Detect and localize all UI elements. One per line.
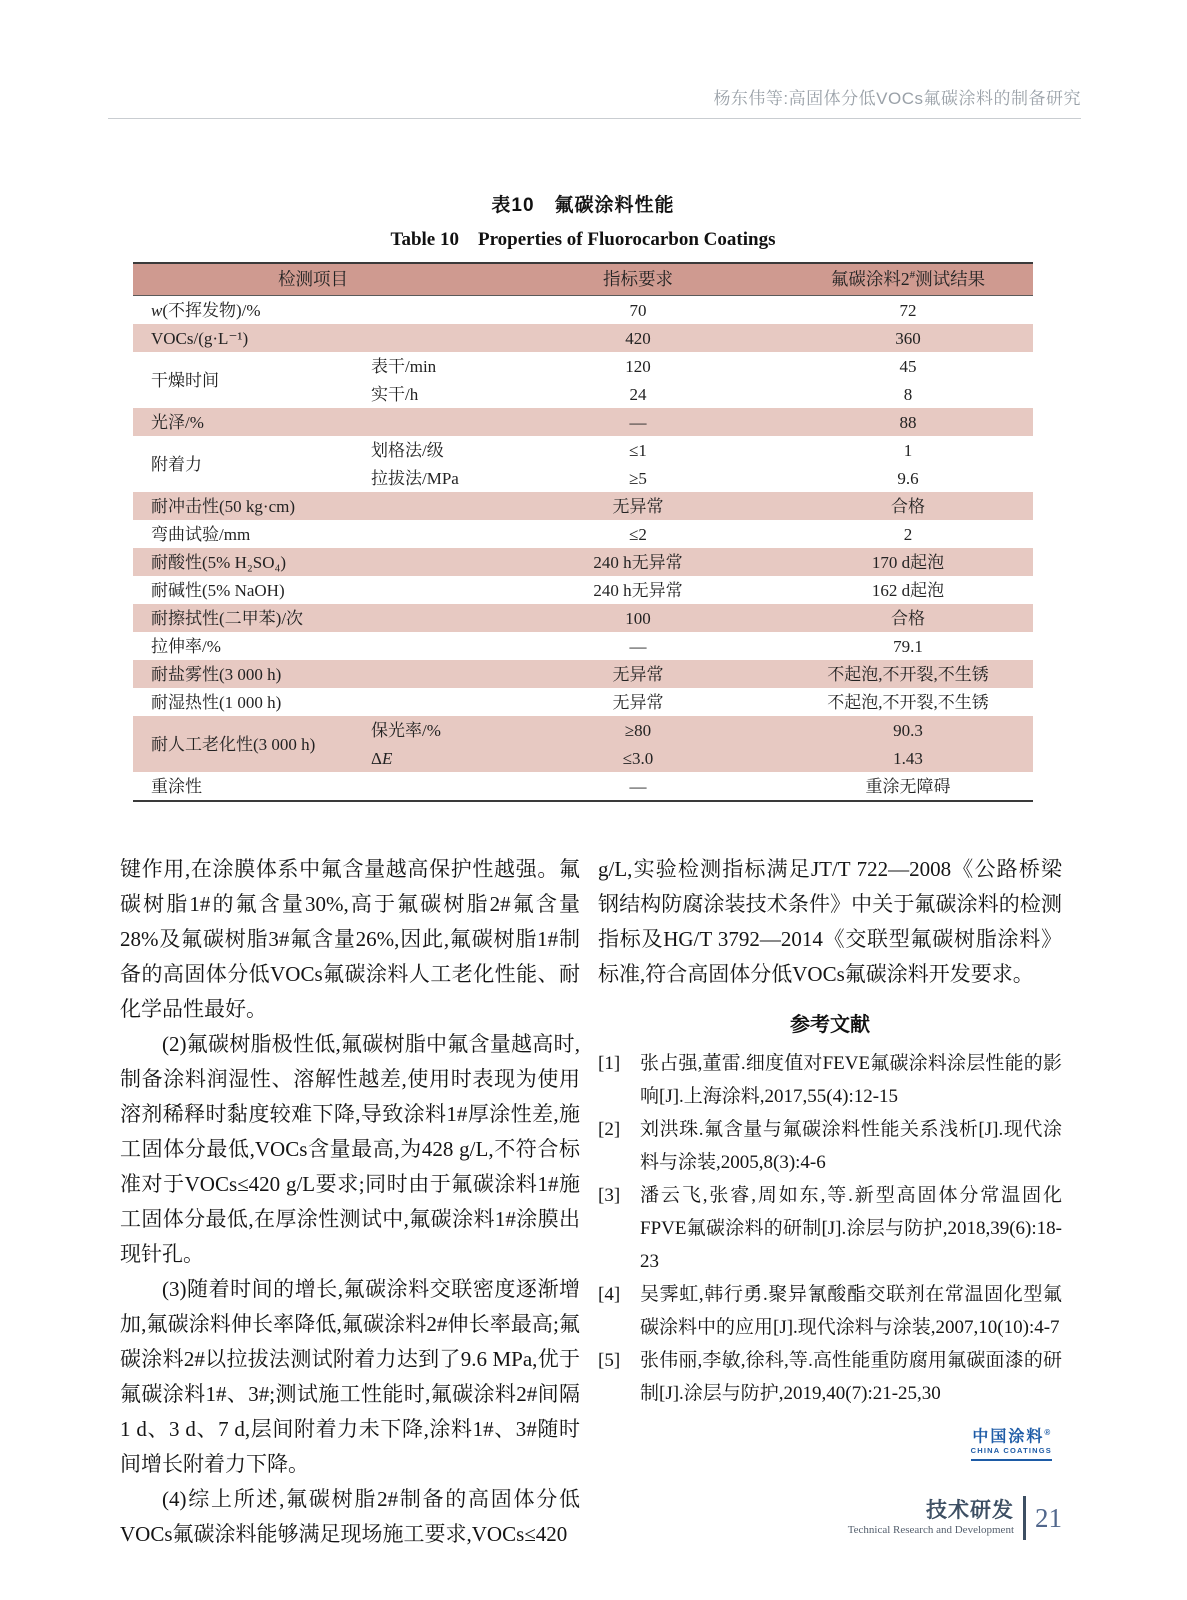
footer-section-en: Technical Research and Development xyxy=(847,1524,1014,1536)
table-title-en: Table 10 Properties of Fluorocarbon Coatings xyxy=(390,229,776,250)
table-row-bend xyxy=(133,520,1033,548)
page-footer xyxy=(848,1496,1062,1540)
subrow-name: 表干/min xyxy=(371,356,437,376)
page-number: 21 xyxy=(1035,1502,1062,1533)
subrow xyxy=(371,464,1033,492)
row-result: 重涂无障碍 xyxy=(865,776,951,796)
row-subrows xyxy=(371,352,1033,408)
row-label: 耐湿热性(1 000 h) xyxy=(151,692,282,712)
row-spec: ≥80 xyxy=(624,720,652,740)
footer-section-zh: 技术研发 xyxy=(926,1499,1014,1522)
row-label: 弯曲试验/mm xyxy=(151,524,251,544)
table-row-salt-spray xyxy=(133,660,1033,688)
row-spec: ≤2 xyxy=(629,524,647,544)
table-row-impact xyxy=(133,492,1033,520)
table-row-recoat xyxy=(133,772,1033,800)
row-spec: 无异常 xyxy=(612,496,664,516)
row-result: 162 d起泡 xyxy=(871,580,945,600)
col-header-item: 检测项目 xyxy=(278,268,348,289)
row-spec: 100 xyxy=(625,608,651,628)
reference-item xyxy=(598,1113,1062,1179)
logo-text-en: CHINA COATINGS xyxy=(970,1446,1052,1456)
table-row-alkali xyxy=(133,576,1033,604)
logo-text-zh: 中国涂料® xyxy=(972,1428,1051,1446)
table-row-nonvolatile xyxy=(133,296,1033,324)
properties-table xyxy=(133,262,1033,802)
subrow xyxy=(371,716,1033,744)
row-label: 耐冲击性(50 kg·cm) xyxy=(151,496,296,516)
row-label: 干燥时间 xyxy=(151,370,219,390)
row-spec: ≥5 xyxy=(629,468,647,488)
row-result: 90.3 xyxy=(893,720,923,740)
table-row-acid xyxy=(133,548,1033,576)
row-result: 9.6 xyxy=(897,468,919,488)
col-header-result: 氟碳涂料2#测试结果 xyxy=(830,269,986,290)
row-spec: — xyxy=(629,776,647,796)
row-spec: 240 h无异常 xyxy=(593,580,683,600)
row-result: 72 xyxy=(899,300,917,320)
left-column xyxy=(120,852,580,1552)
reference-item xyxy=(598,1047,1062,1113)
paragraph: (4)综上所述,氟碳树脂2#制备的高固体分低VOCs氟碳涂料能够满足现场施工要求,VOCs≤420 xyxy=(120,1487,580,1546)
row-label: 附着力 xyxy=(151,454,202,474)
table-row-elongation xyxy=(133,632,1033,660)
row-spec: 无异常 xyxy=(612,692,664,712)
body-columns xyxy=(120,852,1062,1552)
table10-block xyxy=(133,190,1033,802)
registered-mark: ® xyxy=(1044,1428,1051,1437)
reference-text: 张伟丽,李敏,徐科,等.高性能重防腐用氟碳面漆的研制[J].涂层与防护,2019,40(7):21-25,30 xyxy=(640,1350,1062,1404)
row-spec: 70 xyxy=(629,300,647,320)
row-result: 45 xyxy=(899,356,917,376)
table-row-humidity xyxy=(133,688,1033,716)
row-label: 拉伸率/% xyxy=(151,636,221,656)
reference-number: [4] xyxy=(598,1284,621,1305)
row-spec: 120 xyxy=(625,356,651,376)
row-label: 耐人工老化性(3 000 h) xyxy=(151,734,316,754)
paragraph: (2)氟碳树脂极性低,氟碳树脂中氟含量越高时,制备涂料润湿性、溶解性越差,使用时表现为使用溶剂稀释时黏度较难下降,导致涂料1#厚涂性差,施工固体分最低,VOCs含量最高,为428 g/L,不符合标准对于VOCs≤420 g/L要求;同时由于氟碳涂料1#施工固体分最低,在厚涂性测试中,氟碳涂料1#涂膜出现针孔。 xyxy=(120,1032,580,1266)
subrow xyxy=(371,380,1033,408)
table-row-rub xyxy=(133,604,1033,632)
paragraph: g/L,实验检测指标满足JT/T 722—2008《公路桥梁钢结构防腐涂装技术条件》中关于氟碳涂料的检测指标及HG/T 3792—2014《交联型氟碳树脂涂料》标准,符合高固体分低VOCs氟碳涂料开发要求。 xyxy=(598,857,1062,986)
row-spec: 24 xyxy=(629,384,647,404)
row-spec: — xyxy=(629,636,647,656)
row-result: 2 xyxy=(903,524,913,544)
reference-number: [5] xyxy=(598,1350,621,1371)
col-header-spec: 指标要求 xyxy=(603,268,673,289)
row-label: 耐酸性(5% H₂SO₄) xyxy=(151,552,287,572)
reference-item xyxy=(598,1179,1062,1278)
row-result: 合格 xyxy=(891,608,925,628)
row-result: 不起泡,不开裂,不生锈 xyxy=(827,664,989,684)
row-result: 合格 xyxy=(891,496,925,516)
table-row-gloss xyxy=(133,408,1033,436)
row-label: 耐碱性(5% NaOH) xyxy=(151,580,285,600)
reference-number: [2] xyxy=(598,1119,621,1140)
china-coatings-logo xyxy=(971,1424,1052,1461)
row-spec: ≤3.0 xyxy=(622,748,654,768)
row-result: 不起泡,不开裂,不生锈 xyxy=(827,692,989,712)
subrow-name: 实干/h xyxy=(371,384,419,404)
reference-text: 刘洪珠.氟含量与氟碳涂料性能关系浅析[J].现代涂料与涂装,2005,8(3):4-6 xyxy=(640,1119,1062,1173)
row-result: 1 xyxy=(903,440,913,460)
table-row-drying xyxy=(133,352,1033,408)
row-spec: 240 h无异常 xyxy=(593,552,683,572)
row-result: 8 xyxy=(903,384,913,404)
row-label: 耐盐雾性(3 000 h) xyxy=(151,664,282,684)
table-row-vocs xyxy=(133,324,1033,352)
right-column xyxy=(598,852,1062,1552)
subrow-name: 划格法/级 xyxy=(371,440,444,460)
row-label: VOCs/(g·L⁻¹) xyxy=(151,328,249,348)
reference-text: 张占强,董雷.细度值对FEVE氟碳涂料涂层性能的影响[J].上海涂料,2017,55(4):12-15 xyxy=(640,1053,1062,1107)
subrow xyxy=(371,436,1033,464)
paragraph: 键作用,在涂膜体系中氟含量越高保护性越强。氟碳树脂1#的氟含量30%,高于氟碳树脂2#氟含量28%及氟碳树脂3#氟含量26%,因此,氟碳树脂1#制备的高固体分低VOCs氟碳涂料人工老化性能、耐化学品性最好。 xyxy=(120,857,580,1021)
paragraph: (3)随着时间的增长,氟碳涂料交联密度逐渐增加,氟碳涂料伸长率降低,氟碳涂料2#伸长率最高;氟碳涂料2#以拉拔法测试附着力达到了9.6 MPa,优于氟碳涂料1#、3#;测试施工性能时,氟碳涂料2#间隔1 d、3 d、7 d,层间附着力未下降,涂料1#、3#随时间增长附着力下降。 xyxy=(120,1277,580,1476)
reference-number: [1] xyxy=(598,1053,621,1074)
row-label: 耐擦拭性(二甲苯)/次 xyxy=(151,608,304,628)
table-title-zh: 表10 氟碳涂料性能 xyxy=(491,195,675,216)
row-result: 1.43 xyxy=(893,748,923,768)
subrow xyxy=(371,744,1033,772)
row-result: 88 xyxy=(899,412,917,432)
references-heading: 参考文献 xyxy=(790,1014,870,1036)
subrow-name: 拉拔法/MPa xyxy=(371,468,459,488)
row-spec: 420 xyxy=(625,328,651,348)
row-result: 360 xyxy=(895,328,921,348)
subrow-name: 保光率/% xyxy=(371,720,441,740)
superscript-hash: # xyxy=(909,269,916,282)
row-spec: — xyxy=(629,412,647,432)
footer-section xyxy=(848,1499,1023,1537)
table-header-row xyxy=(133,264,1033,296)
reference-number: [3] xyxy=(598,1185,621,1206)
row-label: w(不挥发物)/% xyxy=(151,300,261,320)
row-result: 170 d起泡 xyxy=(871,552,945,572)
running-head: 杨东伟等:高固体分低VOCs氟碳涂料的制备研究 xyxy=(108,84,1081,119)
row-subrows xyxy=(371,716,1033,772)
row-subrows xyxy=(371,436,1033,492)
reference-item xyxy=(598,1344,1062,1410)
row-label: 光泽/% xyxy=(151,412,204,432)
reference-text: 吴霁虹,韩行勇.聚异氰酸酯交联剂在常温固化型氟碳涂料中的应用[J].现代涂料与涂装,2007,10(10):4-7 xyxy=(640,1284,1062,1338)
reference-text: 潘云飞,张睿,周如东,等.新型高固体分常温固化FPVE氟碳涂料的研制[J].涂层与防护,2018,39(6):18-23 xyxy=(640,1185,1062,1272)
table-row-adhesion xyxy=(133,436,1033,492)
row-label: 重涂性 xyxy=(151,776,202,796)
row-spec: 无异常 xyxy=(612,664,664,684)
reference-item xyxy=(598,1278,1062,1344)
subrow-name: ΔE xyxy=(371,748,393,768)
row-result: 79.1 xyxy=(893,636,923,656)
table-row-aging xyxy=(133,716,1033,772)
subrow xyxy=(371,352,1033,380)
row-spec: ≤1 xyxy=(629,440,647,460)
